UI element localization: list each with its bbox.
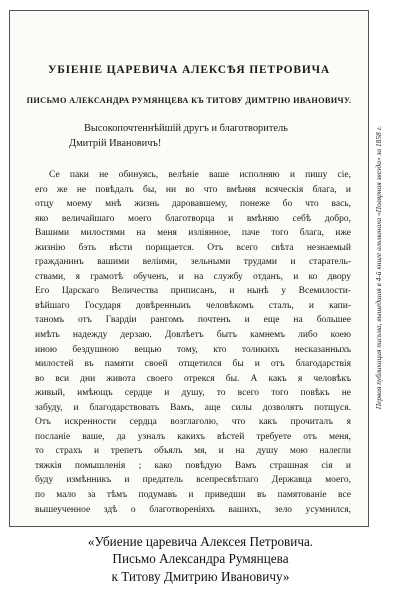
side-note: Первая публикация письма, вышедшая в 4-й книге альманаха «Полярная звезда» за 1858 г. [374,125,383,410]
caption-line: Письмо Александра Румянцева [112,551,289,567]
body-line: милостей въ памяти своей отщетился бы и отъ благодарствія [35,359,351,370]
image-caption [0,533,401,585]
letter-body [35,168,351,517]
document-heading: УБІЕНІЕ ЦАРЕВИЧА АЛЕКСѢЯ ПЕТРОВИЧА [48,64,330,76]
body-line: Отъ искренности сердца возглаголю, что какъ прочиталъ я [35,417,351,428]
body-line: ствами, я грамотѣ обученъ, и на службу отданъ, и ко двору [35,271,351,282]
salutation-line: Высокопочтеннѣйшій другъ и благотворитель [84,123,288,134]
body-line: имѣть надежду дерзаю. Довлѣетъ бытъ камнемъ либо коею [35,330,351,341]
body-line: то страхъ и трепетъ объялъ мя, и на душу мою налегли [35,446,351,457]
body-line: буду измѣнникъ и предатель всепресвѣтлаго Державца моего, [35,475,351,486]
body-line: иною бездушною вещью тому, кто толикихъ несказанныхъ [35,344,351,355]
body-line: во вси дни живота своего отрекся бы. А какъ я человѣкъ [35,373,351,384]
body-line: таномъ отъ Гвардіи рангомъ почтенъ и еще на большее [35,315,351,326]
document-subheading: ПИСЬМО АЛЕКСАНДРА РУМЯНЦЕВА КЪ ТИТОВУ ДИМТРІЮ ИВАНОВИЧУ. [26,96,352,105]
body-line: забуду, и благодарствовать Вамъ, аще силы дозволятъ потщуся. [35,402,351,413]
document-page [9,10,369,527]
body-line: посланіе ваше, да узналъ какихъ вѣстей требуете отъ меня, [35,431,351,442]
body-line: яко величайшаго моего благотворца и вмѣняю себѣ добро, [35,213,351,224]
caption-line: «Убиение царевича Алексея Петровича. [87,534,314,549]
body-line: гражданинъ вашими велiими, зельными трудами и старатель- [35,257,351,268]
body-line: отцу моему мнѣ жизнь даровавшему, понеже бо что вась, [35,199,351,210]
body-line: его же не повѣдалъ бы, ни во что вмѣняя всяческія блага, и [35,184,351,195]
salutation [69,121,288,151]
body-line: Его Царскаго Величества приписанъ, и нынѣ у Всемилости- [35,286,351,297]
body-line: вышеученное здѣ о благотвореніяхъ вашихъ, зело усумнился, [35,504,351,515]
body-line: Вашими милостями на меня излiянное, паче того блага, иже [35,228,351,239]
body-line: жизнію бэть вѣсти порицается. Отъ всего свѣта незнаемый [35,242,351,253]
body-line: тяжкія помышленія ; како повѣдую Вамъ страшная сія и [35,460,351,471]
body-line: живый, имѣющъ сердце и душу, то всего того повѣкъ не [35,388,351,399]
body-line: Се паки не обинуясь, велѣніе ваше исполняю и пишу сіе, [49,170,351,180]
caption-line: к Титову Дмитрию Ивановичу» [111,568,290,584]
salutation-line: Дмитрій Ивановичъ! [69,138,162,149]
body-line: вѣйшаго Государя довѣренныиъ человѣкомъ сталъ, и капи- [35,300,351,311]
body-line: по мало за тѣмъ подумавъ и приведши въ памятованіе все [35,490,351,501]
